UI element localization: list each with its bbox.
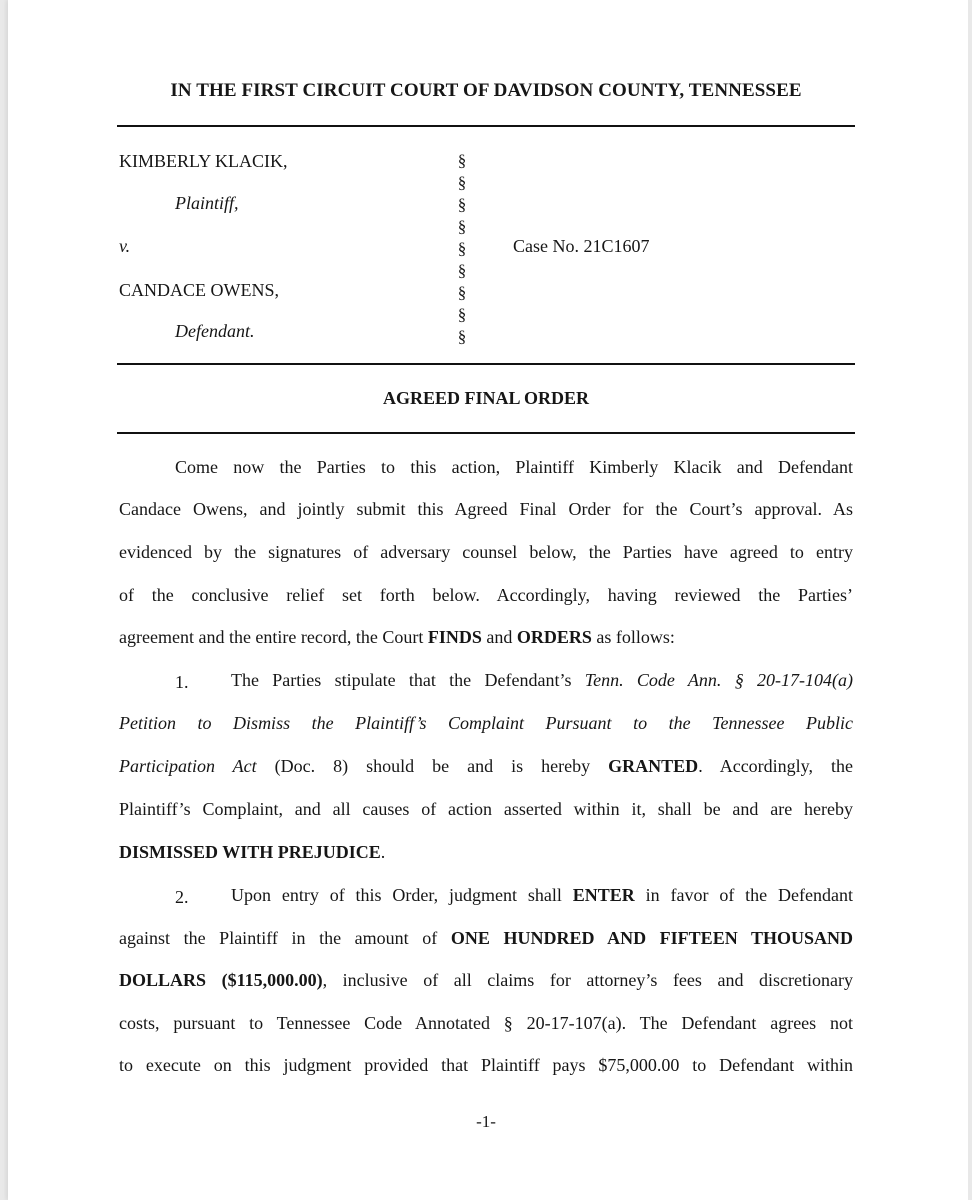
intro-line: agreement and the entire record, the Court FINDS and ORDERS as follows: (119, 627, 675, 647)
para2-line: to execute on this judgment provided that Plaintiff pays $75,000.00 to Defendant within (119, 1055, 853, 1075)
plaintiff-name: KIMBERLY KLACIK, (119, 151, 288, 171)
section-symbol: § (457, 239, 467, 258)
section-symbol: § (457, 217, 467, 236)
section-symbol: § (457, 195, 467, 214)
versus: v. (119, 236, 131, 256)
section-symbol: § (457, 173, 467, 192)
finds-emphasis: FINDS (427, 627, 482, 647)
intro-line: of the conclusive relief set forth below. Accordingly, having reviewed the Parties’ (119, 585, 853, 605)
defendant-name: CANDACE OWENS, (119, 280, 279, 300)
paragraph-number: 2. (175, 887, 189, 907)
heading-bottom-rule (117, 432, 855, 434)
para1-line: Petition to Dismiss the Plaintiff’s Complaint Pursuant to the Tennessee Public (119, 713, 853, 733)
para2-line: DOLLARS ($115,000.00), inclusive of all claims for attorney’s fees and discretionary (119, 970, 853, 990)
section-symbol: § (457, 261, 467, 280)
case-number: Case No. 21C1607 (513, 236, 650, 256)
para2-line: Upon entry of this Order, judgment shall ENTER in favor of the Defendant (231, 885, 853, 905)
section-symbol: § (457, 327, 467, 346)
section-symbol: § (457, 283, 467, 302)
para2-line: against the Plaintiff in the amount of ONE HUNDRED AND FIFTEEN THOUSAND (119, 928, 853, 948)
intro-line: Come now the Parties to this action, Plaintiff Kimberly Klacik and Defendant (175, 457, 853, 477)
defendant-role: Defendant. (175, 321, 255, 341)
caption-bottom-rule (117, 363, 855, 365)
para1-line: DISMISSED WITH PREJUDICE. (119, 842, 386, 862)
intro-line: evidenced by the signatures of adversary counsel below, the Parties have agreed to entry (119, 542, 853, 562)
page-number: -1- (476, 1112, 496, 1131)
para1-line: Participation Act (Doc. 8) should be and is hereby GRANTED. Accordingly, the (119, 756, 854, 776)
plaintiff-role: Plaintiff, (175, 193, 239, 213)
para2-line: costs, pursuant to Tennessee Code Annotated § 20-17-107(a). The Defendant agrees not (119, 1013, 853, 1033)
intro-line: Candace Owens, and jointly submit this Agreed Final Order for the Court’s approval. As (119, 499, 853, 519)
paragraph-number: 1. (175, 672, 189, 692)
orders-emphasis: ORDERS (516, 627, 592, 647)
document-heading: AGREED FINAL ORDER (382, 388, 590, 408)
para1-line: Plaintiff’s Complaint, and all causes of action asserted within it, shall be and are hereby (119, 799, 853, 819)
court-title: IN THE FIRST CIRCUIT COURT OF DAVIDSON COUNTY, TENNESSEE (170, 80, 802, 101)
section-symbol: § (457, 305, 467, 324)
section-symbol: § (457, 151, 467, 170)
caption-top-rule (117, 125, 855, 127)
para1-line: The Parties stipulate that the Defendant’s Tenn. Code Ann. § 20-17-104(a) (231, 670, 853, 690)
